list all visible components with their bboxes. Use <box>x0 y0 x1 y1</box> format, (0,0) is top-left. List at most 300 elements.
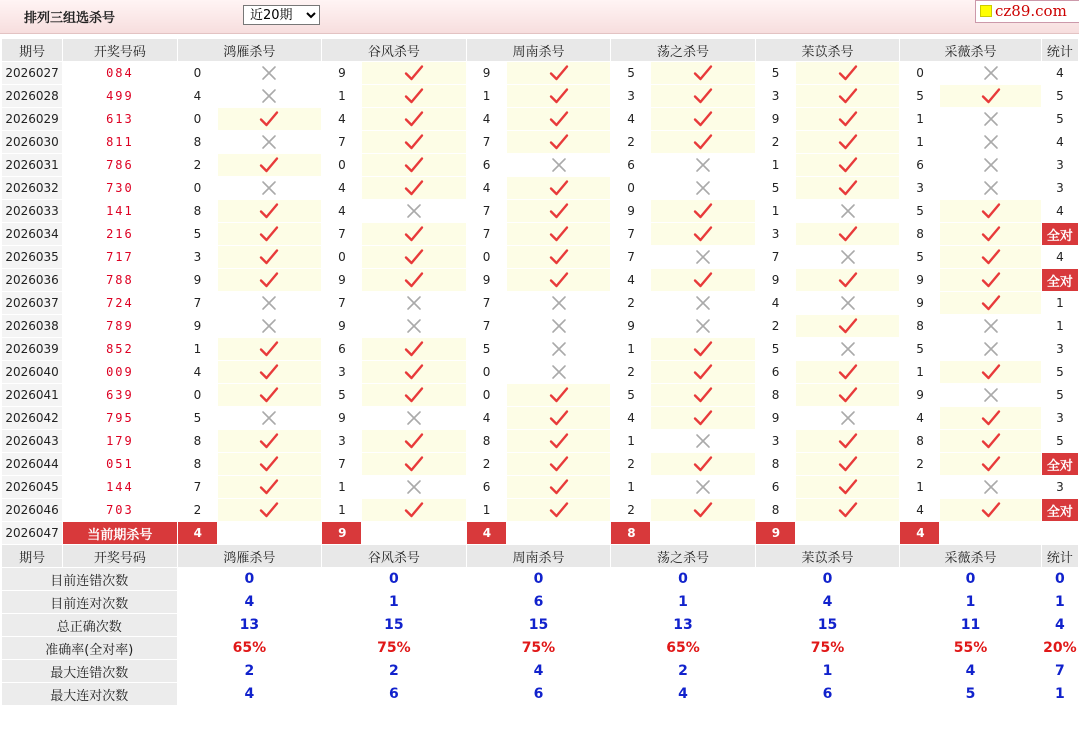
result-wrong <box>507 338 610 360</box>
stat-cell: 1 <box>1042 315 1078 337</box>
result-wrong <box>218 62 321 84</box>
summary-value: 0 <box>322 568 466 590</box>
result-wrong <box>218 85 321 107</box>
pick-number-cell: 1 <box>900 476 939 498</box>
pick-number-cell: 0 <box>611 177 650 199</box>
result-wrong <box>507 154 610 176</box>
pick-number-cell: 5 <box>900 200 939 222</box>
result-correct <box>796 476 899 498</box>
summary-value: 2 <box>611 660 755 682</box>
pick-number-cell: 9 <box>611 200 650 222</box>
pick-number-cell: 9 <box>756 269 795 291</box>
check-icon <box>838 225 858 243</box>
pick-number-cell: 1 <box>611 338 650 360</box>
cross-icon <box>259 409 279 427</box>
pick-number-cell: 8 <box>900 223 939 245</box>
cross-icon <box>838 248 858 266</box>
header-expert: 周南杀号 <box>467 39 611 61</box>
draw-number-cell: 144 <box>63 476 176 498</box>
summary-row <box>2 591 1078 613</box>
result-correct <box>796 361 899 383</box>
cross-icon <box>259 133 279 151</box>
summary-value: 75% <box>322 637 466 659</box>
current-pick-number: 8 <box>611 522 650 544</box>
header-row <box>2 545 1078 567</box>
issue-cell: 2026035 <box>2 246 62 268</box>
header-expert: 采薇杀号 <box>900 39 1041 61</box>
check-icon <box>693 386 713 404</box>
pick-number-cell: 8 <box>900 430 939 452</box>
result-wrong <box>362 315 465 337</box>
check-icon <box>549 248 569 266</box>
check-icon <box>981 271 1001 289</box>
period-select[interactable] <box>243 5 320 25</box>
summary-label: 最大连错次数 <box>2 660 177 682</box>
cross-icon <box>404 409 424 427</box>
summary-value: 7 <box>1042 660 1078 682</box>
header-expert: 荡之杀号 <box>611 545 755 567</box>
result-correct <box>362 430 465 452</box>
summary-value: 20% <box>1042 637 1078 659</box>
current-blank <box>940 522 1040 544</box>
summary-value: 1 <box>611 591 755 613</box>
cross-icon <box>259 317 279 335</box>
draw-number-cell: 051 <box>63 453 176 475</box>
result-correct <box>507 246 610 268</box>
logo-text: cz89.com <box>995 2 1067 20</box>
cross-icon <box>693 317 713 335</box>
cross-icon <box>404 478 424 496</box>
check-icon <box>693 110 713 128</box>
cross-icon <box>981 64 1001 82</box>
stat-cell: 3 <box>1042 154 1078 176</box>
pick-number-cell: 1 <box>900 131 939 153</box>
pick-number-cell: 5 <box>900 85 939 107</box>
pick-number-cell: 0 <box>178 108 217 130</box>
cross-icon <box>693 432 713 450</box>
check-icon <box>838 64 858 82</box>
result-correct <box>218 269 321 291</box>
result-correct <box>362 384 465 406</box>
result-correct <box>507 108 610 130</box>
pick-number-cell: 3 <box>900 177 939 199</box>
current-pick-number: 9 <box>322 522 361 544</box>
issue-cell: 2026041 <box>2 384 62 406</box>
result-correct <box>362 62 465 84</box>
cross-icon <box>838 340 858 358</box>
check-icon <box>259 110 279 128</box>
stat-cell: 5 <box>1042 85 1078 107</box>
cross-icon <box>981 340 1001 358</box>
pick-number-cell: 0 <box>178 177 217 199</box>
pick-number-cell: 6 <box>756 476 795 498</box>
result-correct <box>796 384 899 406</box>
check-icon <box>549 478 569 496</box>
cross-icon <box>549 340 569 358</box>
result-wrong <box>651 476 754 498</box>
check-icon <box>549 133 569 151</box>
issue-cell: 2026036 <box>2 269 62 291</box>
summary-value: 4 <box>1042 614 1078 636</box>
table-row <box>2 223 1078 245</box>
result-correct <box>362 246 465 268</box>
pick-number-cell: 4 <box>611 108 650 130</box>
pick-number-cell: 6 <box>611 154 650 176</box>
result-wrong <box>796 200 899 222</box>
cross-icon <box>693 478 713 496</box>
result-correct <box>507 476 610 498</box>
pick-number-cell: 8 <box>467 430 506 452</box>
result-correct <box>218 200 321 222</box>
check-icon <box>693 271 713 289</box>
pick-number-cell: 5 <box>611 384 650 406</box>
pick-number-cell: 6 <box>900 154 939 176</box>
stat-cell: 4 <box>1042 200 1078 222</box>
current-pick-number: 4 <box>178 522 217 544</box>
check-icon <box>981 248 1001 266</box>
stat-cell: 5 <box>1042 361 1078 383</box>
check-icon <box>838 432 858 450</box>
draw-number-cell: 789 <box>63 315 176 337</box>
result-wrong <box>218 315 321 337</box>
check-icon <box>981 409 1001 427</box>
pick-number-cell: 0 <box>467 246 506 268</box>
summary-value: 15 <box>467 614 611 636</box>
pick-number-cell: 1 <box>178 338 217 360</box>
summary-value: 4 <box>178 591 322 613</box>
all-correct-badge: 全对 <box>1042 269 1078 291</box>
stat-cell: 3 <box>1042 177 1078 199</box>
issue-cell: 2026044 <box>2 453 62 475</box>
pick-number-cell: 4 <box>322 200 361 222</box>
pick-number-cell: 7 <box>467 315 506 337</box>
pick-number-cell: 1 <box>322 476 361 498</box>
result-wrong <box>507 292 610 314</box>
summary-value: 4 <box>900 660 1041 682</box>
result-correct <box>218 246 321 268</box>
pick-number-cell: 9 <box>467 269 506 291</box>
issue-cell: 2026040 <box>2 361 62 383</box>
pick-number-cell: 9 <box>756 108 795 130</box>
result-correct <box>507 407 610 429</box>
result-correct <box>362 85 465 107</box>
result-correct <box>218 223 321 245</box>
cross-icon <box>693 179 713 197</box>
result-wrong <box>796 338 899 360</box>
check-icon <box>259 478 279 496</box>
pick-number-cell: 0 <box>467 361 506 383</box>
table-row <box>2 292 1078 314</box>
cross-icon <box>981 110 1001 128</box>
check-icon <box>259 202 279 220</box>
current-pick-number: 4 <box>467 522 506 544</box>
summary-value: 15 <box>322 614 466 636</box>
header-expert: 苿苡杀号 <box>756 39 900 61</box>
result-correct <box>507 499 610 521</box>
check-icon <box>404 386 424 404</box>
pick-number-cell: 2 <box>611 453 650 475</box>
pick-number-cell: 2 <box>611 361 650 383</box>
cross-icon <box>404 202 424 220</box>
pick-number-cell: 9 <box>322 315 361 337</box>
header-stat: 统计 <box>1042 545 1078 567</box>
pick-number-cell: 9 <box>900 269 939 291</box>
current-blank <box>218 522 321 544</box>
pick-number-cell: 0 <box>322 154 361 176</box>
cross-icon <box>838 202 858 220</box>
pick-number-cell: 6 <box>322 338 361 360</box>
check-icon <box>838 501 858 519</box>
result-correct <box>218 154 321 176</box>
current-blank <box>362 522 465 544</box>
summary-value: 6 <box>756 683 900 705</box>
table-row <box>2 407 1078 429</box>
check-icon <box>981 432 1001 450</box>
draw-number-cell: 084 <box>63 62 176 84</box>
header-stat: 统计 <box>1042 39 1078 61</box>
pick-number-cell: 1 <box>900 361 939 383</box>
table-row <box>2 361 1078 383</box>
issue-cell: 2026042 <box>2 407 62 429</box>
result-correct <box>507 131 610 153</box>
result-correct <box>507 223 610 245</box>
cross-icon <box>981 156 1001 174</box>
table-row <box>2 85 1078 107</box>
result-correct <box>651 384 754 406</box>
table-row <box>2 338 1078 360</box>
pick-number-cell: 9 <box>178 269 217 291</box>
result-correct <box>362 269 465 291</box>
page-title: 排列三组选杀号 <box>24 11 116 26</box>
result-correct <box>507 269 610 291</box>
stat-cell: 5 <box>1042 108 1078 130</box>
pick-number-cell: 1 <box>467 85 506 107</box>
check-icon <box>259 432 279 450</box>
pick-number-cell: 9 <box>322 269 361 291</box>
summary-value: 15 <box>756 614 900 636</box>
logo-square-icon <box>980 5 992 17</box>
check-icon <box>549 455 569 473</box>
pick-number-cell: 4 <box>178 85 217 107</box>
header-expert: 荡之杀号 <box>611 39 755 61</box>
result-correct <box>218 499 321 521</box>
pick-number-cell: 5 <box>322 384 361 406</box>
pick-number-cell: 3 <box>322 361 361 383</box>
summary-value: 6 <box>467 683 611 705</box>
issue-cell: 2026039 <box>2 338 62 360</box>
check-icon <box>693 87 713 105</box>
summary-value: 55% <box>900 637 1041 659</box>
draw-number-cell: 795 <box>63 407 176 429</box>
stat-cell: 1 <box>1042 292 1078 314</box>
result-correct <box>218 338 321 360</box>
pick-number-cell: 4 <box>467 407 506 429</box>
result-correct <box>362 108 465 130</box>
check-icon <box>404 248 424 266</box>
result-wrong <box>218 292 321 314</box>
result-wrong <box>940 384 1040 406</box>
check-icon <box>838 455 858 473</box>
result-correct <box>651 62 754 84</box>
pick-number-cell: 9 <box>322 62 361 84</box>
pick-number-cell: 8 <box>178 200 217 222</box>
site-logo[interactable] <box>975 0 1079 23</box>
table-body <box>2 39 1078 705</box>
result-wrong <box>218 131 321 153</box>
pick-number-cell: 7 <box>611 246 650 268</box>
pick-number-cell: 1 <box>322 499 361 521</box>
check-icon <box>838 271 858 289</box>
result-correct <box>507 453 610 475</box>
pick-number-cell: 5 <box>900 338 939 360</box>
table-row <box>2 384 1078 406</box>
pick-number-cell: 5 <box>756 338 795 360</box>
result-correct <box>507 177 610 199</box>
summary-row <box>2 660 1078 682</box>
pick-number-cell: 7 <box>322 292 361 314</box>
cross-icon <box>981 133 1001 151</box>
pick-number-cell: 4 <box>900 407 939 429</box>
check-icon <box>981 202 1001 220</box>
cross-icon <box>404 294 424 312</box>
issue-cell: 2026030 <box>2 131 62 153</box>
pick-number-cell: 7 <box>611 223 650 245</box>
check-icon <box>404 64 424 82</box>
pick-number-cell: 4 <box>611 407 650 429</box>
result-correct <box>362 223 465 245</box>
summary-value: 65% <box>178 637 322 659</box>
result-wrong <box>362 476 465 498</box>
result-correct <box>940 292 1040 314</box>
summary-value: 11 <box>900 614 1041 636</box>
check-icon <box>549 225 569 243</box>
check-icon <box>404 340 424 358</box>
check-icon <box>404 156 424 174</box>
summary-value: 0 <box>611 568 755 590</box>
draw-number-cell: 852 <box>63 338 176 360</box>
check-icon <box>693 133 713 151</box>
result-wrong <box>651 154 754 176</box>
check-icon <box>838 386 858 404</box>
check-icon <box>549 87 569 105</box>
result-correct <box>796 315 899 337</box>
check-icon <box>838 478 858 496</box>
pick-number-cell: 9 <box>322 407 361 429</box>
pick-number-cell: 2 <box>178 154 217 176</box>
draw-number-cell: 717 <box>63 246 176 268</box>
summary-value: 1 <box>1042 683 1078 705</box>
result-correct <box>218 430 321 452</box>
current-pick-number: 9 <box>756 522 795 544</box>
check-icon <box>404 87 424 105</box>
summary-row <box>2 637 1078 659</box>
result-correct <box>362 453 465 475</box>
check-icon <box>259 455 279 473</box>
result-correct <box>796 269 899 291</box>
table-row <box>2 430 1078 452</box>
pick-number-cell: 7 <box>756 246 795 268</box>
stat-cell: 5 <box>1042 430 1078 452</box>
summary-label: 最大连对次数 <box>2 683 177 705</box>
pick-number-cell: 7 <box>322 131 361 153</box>
pick-number-cell: 5 <box>900 246 939 268</box>
pick-number-cell: 9 <box>900 292 939 314</box>
pick-number-cell: 2 <box>756 315 795 337</box>
stat-cell: 3 <box>1042 338 1078 360</box>
check-icon <box>404 110 424 128</box>
draw-number-cell: 141 <box>63 200 176 222</box>
result-wrong <box>940 62 1040 84</box>
cross-icon <box>693 294 713 312</box>
current-row <box>2 522 1078 544</box>
table-row <box>2 200 1078 222</box>
pick-number-cell: 3 <box>756 85 795 107</box>
cross-icon <box>259 87 279 105</box>
stat-cell: 5 <box>1042 384 1078 406</box>
pick-number-cell: 4 <box>467 177 506 199</box>
summary-value: 6 <box>322 683 466 705</box>
summary-row <box>2 568 1078 590</box>
pick-number-cell: 4 <box>178 361 217 383</box>
header-row <box>2 39 1078 61</box>
stat-cell: 4 <box>1042 62 1078 84</box>
summary-value: 4 <box>467 660 611 682</box>
result-wrong <box>796 407 899 429</box>
pick-number-cell: 3 <box>178 246 217 268</box>
result-correct <box>362 499 465 521</box>
check-icon <box>259 363 279 381</box>
all-correct-badge: 全对 <box>1042 453 1078 475</box>
draw-number-cell: 499 <box>63 85 176 107</box>
header-expert: 采薇杀号 <box>900 545 1041 567</box>
table-row <box>2 246 1078 268</box>
draw-number-cell: 730 <box>63 177 176 199</box>
summary-label: 目前连对次数 <box>2 591 177 613</box>
check-icon <box>549 202 569 220</box>
pick-number-cell: 8 <box>756 453 795 475</box>
cross-icon <box>549 156 569 174</box>
stat-cell: 4 <box>1042 246 1078 268</box>
draw-number-cell: 009 <box>63 361 176 383</box>
header-expert: 鸿雁杀号 <box>178 39 322 61</box>
check-icon <box>838 156 858 174</box>
pick-number-cell: 1 <box>611 430 650 452</box>
result-correct <box>651 131 754 153</box>
issue-cell: 2026043 <box>2 430 62 452</box>
summary-value: 4 <box>611 683 755 705</box>
summary-label: 准确率(全对率) <box>2 637 177 659</box>
result-wrong <box>507 315 610 337</box>
table-row <box>2 315 1078 337</box>
result-correct <box>507 85 610 107</box>
cross-icon <box>693 156 713 174</box>
pick-number-cell: 1 <box>322 85 361 107</box>
pick-number-cell: 1 <box>900 108 939 130</box>
result-wrong <box>651 292 754 314</box>
pick-number-cell: 6 <box>467 154 506 176</box>
result-correct <box>940 499 1040 521</box>
result-wrong <box>651 430 754 452</box>
pick-number-cell: 7 <box>467 200 506 222</box>
check-icon <box>981 455 1001 473</box>
result-wrong <box>796 246 899 268</box>
pick-number-cell: 3 <box>756 223 795 245</box>
summary-value: 0 <box>467 568 611 590</box>
result-wrong <box>362 292 465 314</box>
check-icon <box>838 317 858 335</box>
pick-number-cell: 4 <box>611 269 650 291</box>
pick-number-cell: 9 <box>178 315 217 337</box>
